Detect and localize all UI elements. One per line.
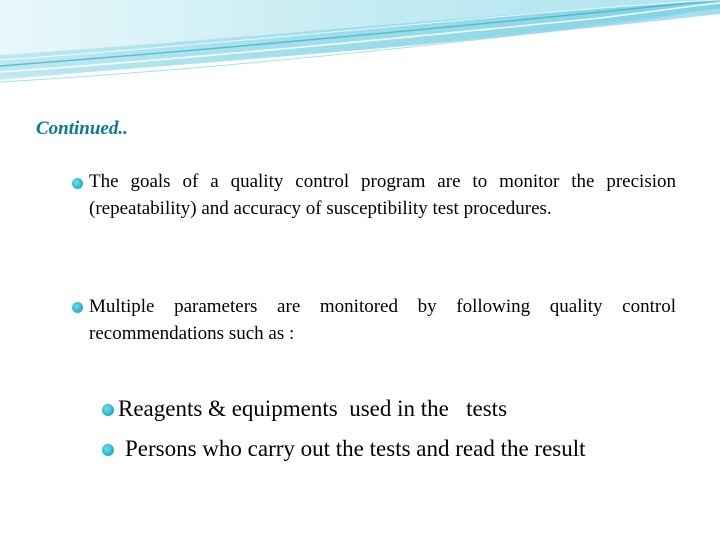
slide-title: Continued.. [36, 118, 128, 139]
teal-disc-bullet-icon [102, 444, 114, 456]
teal-disc-bullet-icon [102, 404, 114, 416]
sub-bullet-text-reagents: Reagents & equipments used in the tests [118, 396, 508, 421]
bullet-text-quality-control-goals: The goals of a quality control program are to monitor the precision (repeatability) and accuracy of susceptibility test procedures. [89, 171, 676, 219]
bullet-text-monitored-parameters: Multiple parameters are monitored by following quality control recommendations such as : [89, 296, 676, 344]
teal-disc-bullet-icon [72, 302, 83, 313]
sub-bullet-text-persons: Persons who carry out the tests and read the result [125, 436, 586, 461]
teal-disc-bullet-icon [72, 178, 83, 189]
header-wave-decoration [0, 0, 720, 90]
